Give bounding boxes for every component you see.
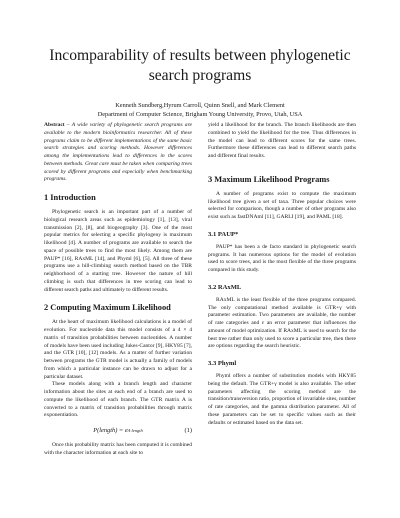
equation-exponent: A·length [127, 428, 143, 434]
author-names: Kenneth Sundberg,Hyrum Carroll, Quinn Snell, and Mark Clement [115, 102, 285, 109]
subsection-paup-heading: 3.1 PAUP* [208, 230, 239, 238]
subsection-raxml-heading: 3.2 RAxML [208, 283, 242, 291]
abstract [44, 122, 192, 184]
equation-lhs: P(length) = e [93, 427, 128, 435]
section-ml-programs-heading: 3 Maximum Likelihood Programs [208, 174, 330, 184]
computing-ml-paragraph-3: Once this probability matrix has been computed it is combined with the character information at each site to [44, 442, 192, 456]
paup-paragraph: PAUP* has been a de facto standard in phylogenetic search programs. It has numerous options for the model of evolution used to score trees, and is the most flexible of the three programs compared in this study. [208, 243, 356, 273]
equation-number: (1) [184, 427, 192, 435]
ml-programs-paragraph: A number of programs exist to compute the maximum likelihood tree given a set of taxa. Three popular choices were selected for comparison, though a number of other programs also exist such as fastDNAml [11], GARLI [19], and PAML [18]. [208, 190, 356, 220]
introduction-paragraph: Phylogenetic search is an important part of a number of biological research areas such as epidemiology [1], [13], viral transmission [2], [8], and biogeography [3]. One of the most popular metrics for selecting a specific phylogeny is maximum likelihood [4]. A number of programs are available to search the space of possible trees to find the most likely. Among them are PAUP* [16], RAxML [14], and Phyml [6], [5]. All three of these programs use a hill-climbing search method based on the TBR neighborhood of a starting tree. However the nature of hill climbing is such that differences in tree scoring can lead to different search paths and ultimately to different results. [44, 209, 192, 293]
section-computing-ml-heading: 2 Computing Maximum Likelihood [44, 303, 171, 313]
continued-paragraph: yield a likelihood for the branch. The branch likelihoods are then combined to yield the likelihood for the tree. Thus differences in the model can lead to different scores for the same trees. Furthermore these differences can lead to different search paths and different final results. [208, 122, 356, 159]
section-introduction-heading: 1 Introduction [44, 193, 96, 202]
abstract-label: Abstract [44, 122, 65, 128]
computing-ml-paragraph-1: At the heart of maximum likelihood calculations is a model of evolution. For nucleotide data this model consists of a 4 × 4 matrix of transition probabilities between nucleotides. A number of models have been used including Jukes-Cantor [9], HKY85 [7], and the GTR [10], [12] models. As a matter of further variation between programs the GTR model is actually a family of models from which a particular instance can be drawn to adjust for a particular dataset. [44, 319, 192, 380]
paper-title: Incomparability of results between phylogenetic search programs [49, 47, 351, 84]
author-block [44, 101, 356, 119]
equation-1 [44, 425, 192, 437]
computing-ml-paragraph-2: These models along with a branch length and character information about the sites at each end of a branch are used to compute the likelihood of each branch. The GTR matrix A is converted to a matrix of transition probabilities through matrix exponentiation. [44, 381, 192, 419]
left-column [44, 122, 192, 512]
subsection-phyml-heading: 3.3 Phyml [208, 360, 237, 367]
right-column [208, 122, 356, 512]
author-affiliation: Department of Computer Science, Brigham Young University, Provo, Utah, USA [97, 111, 303, 118]
body-columns [44, 122, 356, 512]
raxml-paragraph: RAxML is the least flexible of the three programs compared. The only computational method available is GTR+γ with parameter estimation. Two parameters are available, the number of rate categories and ε an error parameter that influences the amount of model optimization. If RAxML is used to search for the best tree rather than only used to score a particular tree, then there are options regarding the search heuristic. [208, 296, 356, 350]
abstract-text: – A wide variety of phylogenetic search programs are available to the modern bioinformatics researcher. All of these programs claim to be different implementations of the same basic search strategies and scoring methods. However differences among the implementations lead to differences in the scores between methods. Great care must be taken when comparing trees scored by different programs and especially when benchmarking programs. [44, 122, 192, 183]
phyml-paragraph: Phyml offers a number of substitution models with HKY85 being the default. The GTR+γ model is also available. The other parameters affecting the scoring method are the transition/transversion ratio, proportion of invariable sites, number of rate categories, and the gamma distribution parameter. All of these parameters can be set to specific values such as their defaults or estimated based on the data set. [208, 373, 356, 426]
